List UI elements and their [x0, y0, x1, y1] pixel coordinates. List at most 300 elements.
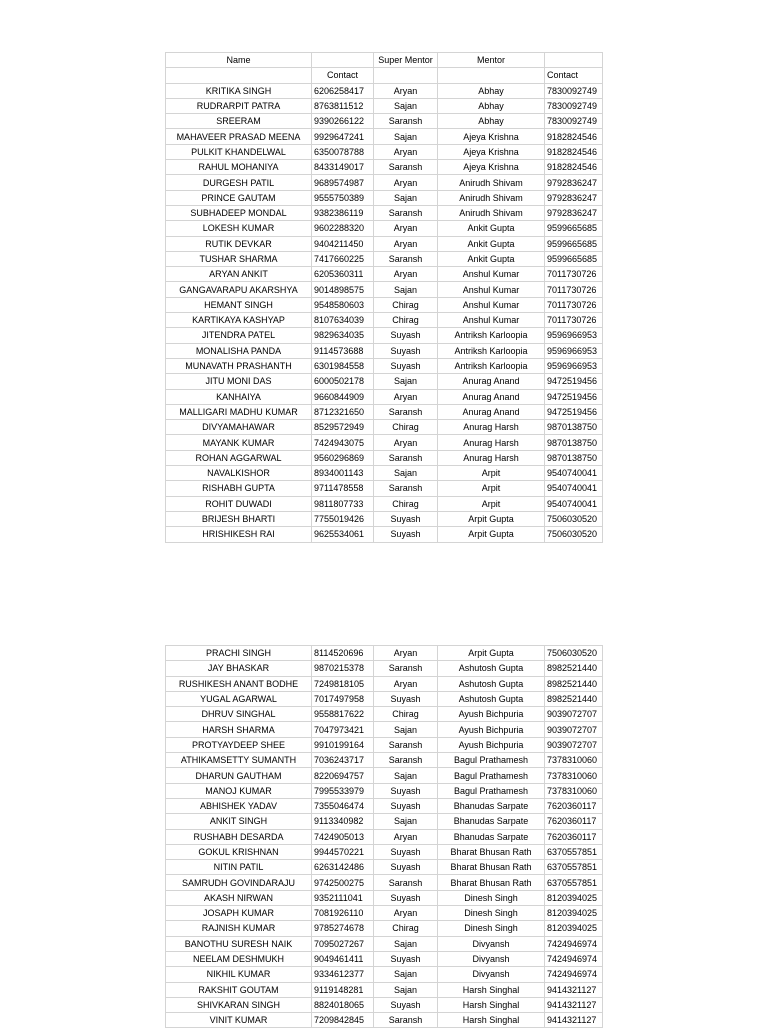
table-row: [166, 875, 603, 890]
mentor-name-cell: Anshul Kumar: [438, 282, 545, 297]
mentor-contact-cell: 9414321127: [545, 982, 603, 997]
table-row: [166, 343, 603, 358]
mentor-contact-cell: 7424946974: [545, 936, 603, 951]
mentor-name-cell: Arpit Gupta: [438, 646, 545, 661]
mentor-contact-cell: 7378310060: [545, 783, 603, 798]
header-super-mentor: Super Mentor: [374, 53, 438, 68]
mentor-contact-cell: 7830092749: [545, 114, 603, 129]
mentor-name-cell: Harsh Singhal: [438, 1013, 545, 1028]
student-name-cell: ROHIT DUWADI: [166, 496, 312, 511]
table-row: [166, 967, 603, 982]
mentor-contact-cell: 9792836247: [545, 190, 603, 205]
student-contact-cell: 9119148281: [312, 982, 374, 997]
student-contact-cell: 8824018065: [312, 997, 374, 1012]
mentor-name-cell: Bharat Bhusan Rath: [438, 844, 545, 859]
student-name-cell: MANOJ KUMAR: [166, 783, 312, 798]
super-mentor-cell: Suyash: [374, 860, 438, 875]
header-row-1: [166, 53, 603, 68]
student-contact-cell: 9390266122: [312, 114, 374, 129]
student-contact-cell: 8114520696: [312, 646, 374, 661]
mentor-name-cell: Ajeya Krishna: [438, 160, 545, 175]
mentor-contact-cell: 7011730726: [545, 297, 603, 312]
student-contact-cell: 9944570221: [312, 844, 374, 859]
table-row: [166, 814, 603, 829]
mentor-name-cell: Antriksh Karloopia: [438, 328, 545, 343]
mentor-contact-cell: 6370557851: [545, 860, 603, 875]
mentor-contact-cell: 9182824546: [545, 144, 603, 159]
student-name-cell: SUBHADEEP MONDAL: [166, 205, 312, 220]
mentor-name-cell: Arpit: [438, 496, 545, 511]
table-row: [166, 328, 603, 343]
table-row: [166, 783, 603, 798]
mentor-contact-cell: 7506030520: [545, 646, 603, 661]
super-mentor-cell: Suyash: [374, 783, 438, 798]
mentor-contact-cell: 7506030520: [545, 511, 603, 526]
mentor-name-cell: Anirudh Shivam: [438, 190, 545, 205]
student-name-cell: RUTIK DEVKAR: [166, 236, 312, 251]
student-name-cell: GOKUL KRISHNAN: [166, 844, 312, 859]
student-name-cell: NIKHIL KUMAR: [166, 967, 312, 982]
mentor-contact-cell: 9039072707: [545, 707, 603, 722]
mentor-contact-cell: 9182824546: [545, 129, 603, 144]
student-name-cell: PROTYAYDEEP SHEE: [166, 737, 312, 752]
mentor-name-cell: Anshul Kumar: [438, 267, 545, 282]
super-mentor-cell: Suyash: [374, 691, 438, 706]
mentor-contact-cell: 9472519456: [545, 374, 603, 389]
table-row: [166, 753, 603, 768]
student-contact-cell: 6263142486: [312, 860, 374, 875]
table-row: [166, 190, 603, 205]
mentor-name-cell: Harsh Singhal: [438, 997, 545, 1012]
table-row: [166, 481, 603, 496]
student-name-cell: DURGESH PATIL: [166, 175, 312, 190]
student-name-cell: RAJNISH KUMAR: [166, 921, 312, 936]
student-contact-cell: 9910199164: [312, 737, 374, 752]
student-contact-cell: 7417660225: [312, 251, 374, 266]
super-mentor-cell: Suyash: [374, 328, 438, 343]
student-name-cell: JOSAPH KUMAR: [166, 906, 312, 921]
student-contact-cell: 7755019426: [312, 511, 374, 526]
table-row: [166, 860, 603, 875]
table-row: [166, 404, 603, 419]
table-row: [166, 661, 603, 676]
student-contact-cell: 9711478558: [312, 481, 374, 496]
student-contact-cell: 9689574987: [312, 175, 374, 190]
super-mentor-cell: Sajan: [374, 967, 438, 982]
student-contact-cell: 9334612377: [312, 967, 374, 982]
mentor-name-cell: Anurag Harsh: [438, 435, 545, 450]
mentor-contact-cell: 9870138750: [545, 435, 603, 450]
mentor-contact-cell: 7830092749: [545, 98, 603, 113]
student-name-cell: PRINCE GAUTAM: [166, 190, 312, 205]
super-mentor-cell: Sajan: [374, 98, 438, 113]
student-contact-cell: 9811807733: [312, 496, 374, 511]
student-contact-cell: 8529572949: [312, 420, 374, 435]
mentor-contact-cell: 9414321127: [545, 1013, 603, 1028]
student-contact-cell: 9929647241: [312, 129, 374, 144]
table-row: [166, 997, 603, 1012]
mentor-contact-cell: 9472519456: [545, 404, 603, 419]
super-mentor-cell: Saransh: [374, 114, 438, 129]
student-name-cell: DHARUN GAUTHAM: [166, 768, 312, 783]
super-mentor-cell: Chirag: [374, 420, 438, 435]
super-mentor-cell: Chirag: [374, 496, 438, 511]
super-mentor-cell: Suyash: [374, 951, 438, 966]
mentor-table-bottom: [165, 645, 603, 1028]
student-contact-cell: 9113340982: [312, 814, 374, 829]
mentor-contact-cell: 8982521440: [545, 661, 603, 676]
student-name-cell: HRISHIKESH RAI: [166, 527, 312, 542]
mentor-contact-cell: 7424946974: [545, 967, 603, 982]
mentor-contact-cell: 7424946974: [545, 951, 603, 966]
mentor-name-cell: Ayush Bichpuria: [438, 737, 545, 752]
student-contact-cell: 9014898575: [312, 282, 374, 297]
header-blank: [312, 53, 374, 68]
student-name-cell: YUGAL AGARWAL: [166, 691, 312, 706]
table-row: [166, 722, 603, 737]
mentor-name-cell: Antriksh Karloopia: [438, 343, 545, 358]
mentor-contact-cell: 9472519456: [545, 389, 603, 404]
super-mentor-cell: Sajan: [374, 814, 438, 829]
mentor-name-cell: Abhay: [438, 114, 545, 129]
mentor-name-cell: Arpit: [438, 466, 545, 481]
mentor-contact-cell: 9596966953: [545, 358, 603, 373]
student-name-cell: MAHAVEER PRASAD MEENA: [166, 129, 312, 144]
mentor-name-cell: Dinesh Singh: [438, 906, 545, 921]
super-mentor-cell: Saransh: [374, 404, 438, 419]
student-name-cell: RUSHABH DESARDA: [166, 829, 312, 844]
student-name-cell: NITIN PATIL: [166, 860, 312, 875]
student-name-cell: HARSH SHARMA: [166, 722, 312, 737]
table-row: [166, 358, 603, 373]
student-name-cell: TUSHAR SHARMA: [166, 251, 312, 266]
table-row: [166, 205, 603, 220]
table-row: [166, 466, 603, 481]
table-row: [166, 282, 603, 297]
table-row: [166, 906, 603, 921]
mentor-name-cell: Bagul Prathamesh: [438, 783, 545, 798]
student-contact-cell: 9548580603: [312, 297, 374, 312]
mentor-contact-cell: 9182824546: [545, 160, 603, 175]
mentor-name-cell: Abhay: [438, 83, 545, 98]
student-contact-cell: 9785274678: [312, 921, 374, 936]
super-mentor-cell: Aryan: [374, 676, 438, 691]
super-mentor-cell: Aryan: [374, 175, 438, 190]
mentor-name-cell: Bharat Bhusan Rath: [438, 860, 545, 875]
super-mentor-cell: Sajan: [374, 190, 438, 205]
student-name-cell: MUNAVATH PRASHANTH: [166, 358, 312, 373]
student-contact-cell: 7355046474: [312, 798, 374, 813]
student-contact-cell: 9829634035: [312, 328, 374, 343]
student-contact-cell: 9555750389: [312, 190, 374, 205]
header-name: Name: [166, 53, 312, 68]
mentor-name-cell: Bhanudas Sarpate: [438, 798, 545, 813]
student-name-cell: MALLIGARI MADHU KUMAR: [166, 404, 312, 419]
super-mentor-cell: Suyash: [374, 343, 438, 358]
super-mentor-cell: Suyash: [374, 358, 438, 373]
super-mentor-cell: Saransh: [374, 251, 438, 266]
table-row: [166, 691, 603, 706]
super-mentor-cell: Suyash: [374, 890, 438, 905]
mentor-name-cell: Arpit Gupta: [438, 527, 545, 542]
student-contact-cell: 8433149017: [312, 160, 374, 175]
student-name-cell: RAKSHIT GOUTAM: [166, 982, 312, 997]
super-mentor-cell: Saransh: [374, 1013, 438, 1028]
table-row: [166, 374, 603, 389]
table-row: [166, 144, 603, 159]
student-contact-cell: 9870215378: [312, 661, 374, 676]
student-name-cell: ROHAN AGGARWAL: [166, 450, 312, 465]
student-name-cell: MAYANK KUMAR: [166, 435, 312, 450]
mentor-contact-cell: 9414321127: [545, 997, 603, 1012]
student-contact-cell: 7047973421: [312, 722, 374, 737]
student-name-cell: ANKIT SINGH: [166, 814, 312, 829]
mentor-contact-cell: 9540740041: [545, 496, 603, 511]
student-contact-cell: 7209842845: [312, 1013, 374, 1028]
mentor-name-cell: Harsh Singhal: [438, 982, 545, 997]
header-row-2: [166, 68, 603, 83]
student-contact-cell: 9404211450: [312, 236, 374, 251]
super-mentor-cell: Sajan: [374, 466, 438, 481]
mentor-name-cell: Bagul Prathamesh: [438, 753, 545, 768]
student-name-cell: RUDRARPIT PATRA: [166, 98, 312, 113]
student-name-cell: SHIVKARAN SINGH: [166, 997, 312, 1012]
student-contact-cell: 8220694757: [312, 768, 374, 783]
student-contact-cell: 9382386119: [312, 205, 374, 220]
super-mentor-cell: Aryan: [374, 83, 438, 98]
super-mentor-cell: Sajan: [374, 129, 438, 144]
student-name-cell: RUSHIKESH ANANT BODHE: [166, 676, 312, 691]
mentor-contact-cell: 9039072707: [545, 722, 603, 737]
super-mentor-cell: Saransh: [374, 875, 438, 890]
student-name-cell: LOKESH KUMAR: [166, 221, 312, 236]
student-name-cell: SAMRUDH GOVINDARAJU: [166, 875, 312, 890]
student-contact-cell: 8763811512: [312, 98, 374, 113]
mentor-contact-cell: 9540740041: [545, 481, 603, 496]
super-mentor-cell: Saransh: [374, 753, 438, 768]
header-blank: [438, 68, 545, 83]
student-contact-cell: 6350078788: [312, 144, 374, 159]
super-mentor-cell: Saransh: [374, 160, 438, 175]
mentor-name-cell: Anurag Harsh: [438, 450, 545, 465]
super-mentor-cell: Sajan: [374, 982, 438, 997]
mentor-name-cell: Bagul Prathamesh: [438, 768, 545, 783]
mentor-name-cell: Ajeya Krishna: [438, 144, 545, 159]
student-name-cell: VINIT KUMAR: [166, 1013, 312, 1028]
mentor-contact-cell: 7011730726: [545, 267, 603, 282]
student-contact-cell: 9049461411: [312, 951, 374, 966]
table-row: [166, 646, 603, 661]
student-name-cell: PULKIT KHANDELWAL: [166, 144, 312, 159]
student-name-cell: KARTIKAYA KASHYAP: [166, 313, 312, 328]
table-row: [166, 982, 603, 997]
super-mentor-cell: Aryan: [374, 829, 438, 844]
mentor-name-cell: Divyansh: [438, 951, 545, 966]
mentor-contact-cell: 7620360117: [545, 798, 603, 813]
table-row: [166, 313, 603, 328]
student-name-cell: HEMANT SINGH: [166, 297, 312, 312]
table-row: [166, 921, 603, 936]
super-mentor-cell: Saransh: [374, 450, 438, 465]
mentor-contact-cell: 7506030520: [545, 527, 603, 542]
super-mentor-cell: Chirag: [374, 707, 438, 722]
table-row: [166, 435, 603, 450]
table-row: [166, 496, 603, 511]
super-mentor-cell: Aryan: [374, 267, 438, 282]
super-mentor-cell: Saransh: [374, 205, 438, 220]
mentor-name-cell: Bharat Bhusan Rath: [438, 875, 545, 890]
super-mentor-cell: Suyash: [374, 511, 438, 526]
table-row: [166, 420, 603, 435]
student-name-cell: AKASH NIRWAN: [166, 890, 312, 905]
student-contact-cell: 7424943075: [312, 435, 374, 450]
student-contact-cell: 8712321650: [312, 404, 374, 419]
table-row: [166, 936, 603, 951]
mentor-contact-cell: 8120394025: [545, 906, 603, 921]
student-name-cell: RAHUL MOHANIYA: [166, 160, 312, 175]
mentor-contact-cell: 8982521440: [545, 676, 603, 691]
mentor-contact-cell: 9599665685: [545, 251, 603, 266]
mentor-contact-cell: 9792836247: [545, 175, 603, 190]
table-row: [166, 707, 603, 722]
table-row: [166, 737, 603, 752]
mentor-contact-cell: 9540740041: [545, 466, 603, 481]
student-name-cell: NAVALKISHOR: [166, 466, 312, 481]
student-contact-cell: 9625534061: [312, 527, 374, 542]
mentor-contact-cell: 7011730726: [545, 282, 603, 297]
mentor-contact-cell: 7620360117: [545, 829, 603, 844]
mentor-name-cell: Dinesh Singh: [438, 921, 545, 936]
super-mentor-cell: Aryan: [374, 906, 438, 921]
student-name-cell: RISHABH GUPTA: [166, 481, 312, 496]
mentor-name-cell: Anurag Anand: [438, 389, 545, 404]
super-mentor-cell: Aryan: [374, 221, 438, 236]
super-mentor-cell: Suyash: [374, 997, 438, 1012]
mentor-contact-cell: 9870138750: [545, 420, 603, 435]
super-mentor-cell: Aryan: [374, 435, 438, 450]
student-name-cell: ARYAN ANKIT: [166, 267, 312, 282]
table-row: [166, 297, 603, 312]
mentor-contact-cell: 7378310060: [545, 768, 603, 783]
super-mentor-cell: Suyash: [374, 527, 438, 542]
super-mentor-cell: Aryan: [374, 144, 438, 159]
mentor-contact-cell: 7830092749: [545, 83, 603, 98]
mentor-name-cell: Anurag Anand: [438, 374, 545, 389]
mentor-name-cell: Antriksh Karloopia: [438, 358, 545, 373]
mentor-contact-cell: 8982521440: [545, 691, 603, 706]
header-mentor: Mentor: [438, 53, 545, 68]
table-row: [166, 768, 603, 783]
table-row: [166, 1013, 603, 1028]
student-name-cell: MONALISHA PANDA: [166, 343, 312, 358]
student-name-cell: JITENDRA PATEL: [166, 328, 312, 343]
student-contact-cell: 8107634039: [312, 313, 374, 328]
table-row: [166, 221, 603, 236]
table-row: [166, 267, 603, 282]
mentor-name-cell: Ankit Gupta: [438, 221, 545, 236]
table-row: [166, 511, 603, 526]
student-contact-cell: 6000502178: [312, 374, 374, 389]
mentor-contact-cell: 9792836247: [545, 205, 603, 220]
student-contact-cell: 9558817622: [312, 707, 374, 722]
student-contact-cell: 7017497958: [312, 691, 374, 706]
mentor-name-cell: Arpit: [438, 481, 545, 496]
table-row: [166, 160, 603, 175]
student-contact-cell: 6205360311: [312, 267, 374, 282]
student-contact-cell: 9660844909: [312, 389, 374, 404]
header-mentor-contact: Contact: [545, 68, 603, 83]
student-contact-cell: 6301984558: [312, 358, 374, 373]
mentor-name-cell: Ayush Bichpuria: [438, 722, 545, 737]
mentor-name-cell: Ashutosh Gupta: [438, 691, 545, 706]
student-name-cell: JITU MONI DAS: [166, 374, 312, 389]
student-contact-cell: 9602288320: [312, 221, 374, 236]
super-mentor-cell: Suyash: [374, 798, 438, 813]
mentor-name-cell: Bhanudas Sarpate: [438, 814, 545, 829]
mentor-name-cell: Anurag Harsh: [438, 420, 545, 435]
table-row: [166, 527, 603, 542]
mentor-contact-cell: 8120394025: [545, 890, 603, 905]
mentor-name-cell: Anurag Anand: [438, 404, 545, 419]
student-contact-cell: 7995533979: [312, 783, 374, 798]
mentor-contact-cell: 9039072707: [545, 737, 603, 752]
super-mentor-cell: Chirag: [374, 313, 438, 328]
super-mentor-cell: Aryan: [374, 389, 438, 404]
student-name-cell: BRIJESH BHARTI: [166, 511, 312, 526]
student-name-cell: GANGAVARAPU AKARSHYA: [166, 282, 312, 297]
mentor-contact-cell: 8120394025: [545, 921, 603, 936]
mentor-name-cell: Anirudh Shivam: [438, 205, 545, 220]
table-row: [166, 450, 603, 465]
super-mentor-cell: Saransh: [374, 661, 438, 676]
student-contact-cell: 9560296869: [312, 450, 374, 465]
mentor-name-cell: Ajeya Krishna: [438, 129, 545, 144]
student-contact-cell: 9352111041: [312, 890, 374, 905]
mentor-contact-cell: 7620360117: [545, 814, 603, 829]
student-contact-cell: 7081926110: [312, 906, 374, 921]
mentor-contact-cell: 7011730726: [545, 313, 603, 328]
mentor-name-cell: Arpit Gupta: [438, 511, 545, 526]
student-contact-cell: 8934001143: [312, 466, 374, 481]
student-name-cell: ABHISHEK YADAV: [166, 798, 312, 813]
mentor-name-cell: Ayush Bichpuria: [438, 707, 545, 722]
super-mentor-cell: Saransh: [374, 481, 438, 496]
table-row: [166, 98, 603, 113]
super-mentor-cell: Saransh: [374, 737, 438, 752]
super-mentor-cell: Sajan: [374, 722, 438, 737]
mentor-name-cell: Bhanudas Sarpate: [438, 829, 545, 844]
student-name-cell: SREERAM: [166, 114, 312, 129]
student-name-cell: PRACHI SINGH: [166, 646, 312, 661]
table-row: [166, 890, 603, 905]
table-row: [166, 829, 603, 844]
student-name-cell: KRITIKA SINGH: [166, 83, 312, 98]
mentor-contact-cell: 6370557851: [545, 844, 603, 859]
mentor-contact-cell: 9599665685: [545, 236, 603, 251]
table-row: [166, 798, 603, 813]
student-contact-cell: 9114573688: [312, 343, 374, 358]
mentor-contact-cell: 9596966953: [545, 343, 603, 358]
student-name-cell: DIVYAMAHAWAR: [166, 420, 312, 435]
mentor-name-cell: Ashutosh Gupta: [438, 661, 545, 676]
table-row: [166, 389, 603, 404]
mentor-contact-cell: 9870138750: [545, 450, 603, 465]
super-mentor-cell: Suyash: [374, 844, 438, 859]
student-contact-cell: 9742500275: [312, 875, 374, 890]
mentor-name-cell: Anshul Kumar: [438, 297, 545, 312]
header-blank: [374, 68, 438, 83]
student-name-cell: NEELAM DESHMUKH: [166, 951, 312, 966]
